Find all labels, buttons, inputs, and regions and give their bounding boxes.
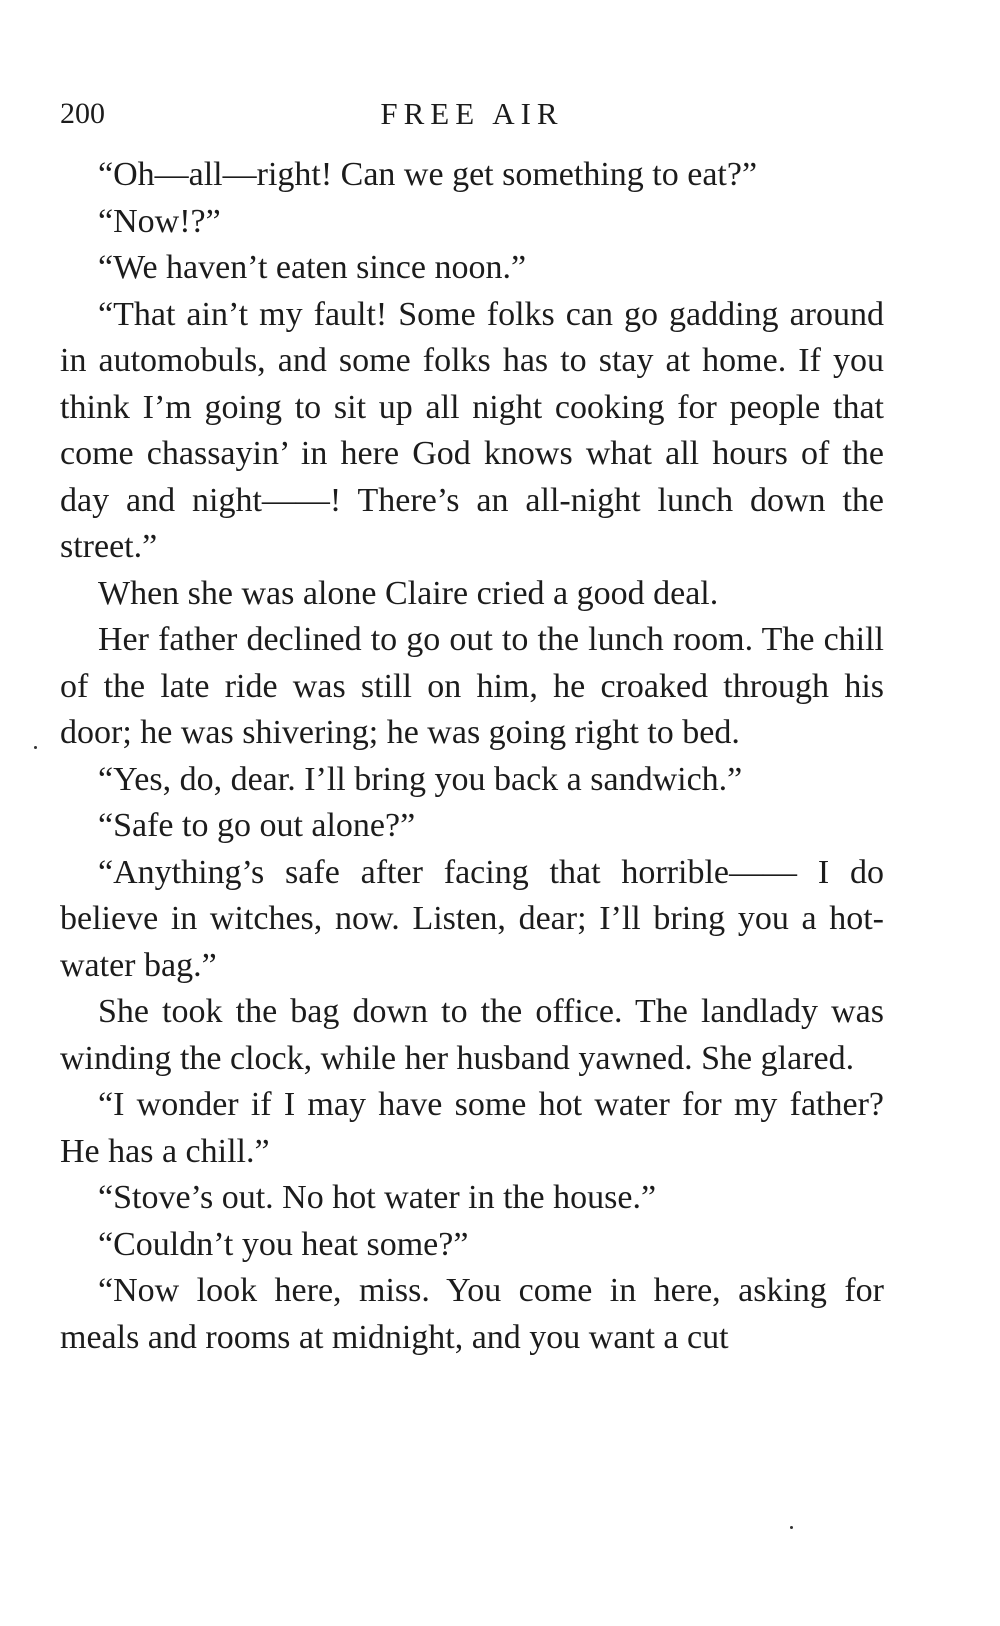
paragraph: “Couldn’t you heat some?”	[98, 1225, 469, 1263]
paragraph: “Now!?”	[98, 202, 221, 240]
running-head	[60, 94, 884, 134]
paragraph: “Anything’s safe after facing that horrible—— I do believe in witches, now. Listen, dear; I’ll bring you a hot-water bag.”	[60, 853, 884, 984]
paragraph: “Safe to go out alone?”	[98, 807, 416, 844]
paragraph: “We haven’t eaten since noon.”	[98, 249, 527, 286]
page-number: 200	[60, 97, 105, 130]
paragraph: Her father declined to go out to the lunch room. The chill of the late ride was still on him, he croaked through his door; he was shivering; he was going right to bed.	[60, 621, 884, 751]
paragraph: “Stove’s out. No hot water in the house.”	[98, 1179, 657, 1216]
running-title: FREE AIR	[380, 96, 564, 131]
paragraph: “That ain’t my fault! Some folks can go gadding around in automobuls, and some folks has to stay at home. If you think I’m going to sit up all night cooking for people that come chassayin’ in here God knows what all hours of the day and night——! There’s an all-night lunch down the street.”	[60, 295, 884, 565]
paragraph: “I wonder if I may have some hot water for my father? He has a chill.”	[60, 1086, 884, 1170]
print-speck	[790, 1526, 793, 1529]
paragraph: When she was alone Claire cried a good deal.	[98, 574, 719, 612]
paragraph: “Now look here, miss. You come in here, asking for meals and rooms at midnight, and you want a cut	[60, 1272, 884, 1356]
paragraph: She took the bag down to the office. The landlady was winding the clock, while her husband yawned. She glared.	[60, 993, 884, 1077]
body-text	[60, 152, 884, 1361]
paragraph: “Oh—all—right! Can we get something to eat?”	[98, 156, 758, 193]
paragraph: “Yes, do, dear. I’ll bring you back a sandwich.”	[98, 760, 743, 798]
print-speck	[34, 746, 37, 749]
